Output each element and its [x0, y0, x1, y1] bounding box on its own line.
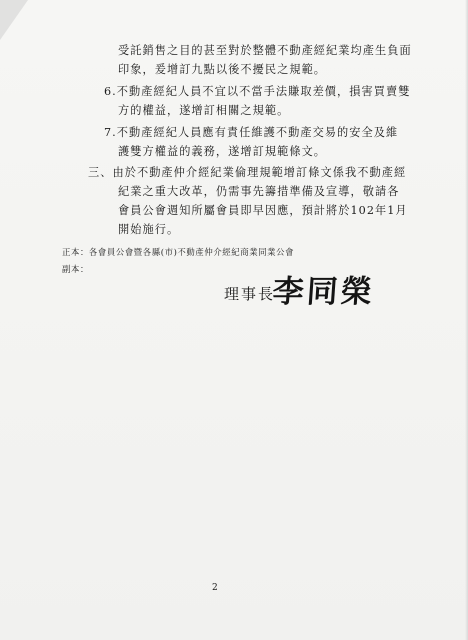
page-number: 2 — [212, 583, 218, 593]
body-line-7: 三、由於不動產仲介經紀業倫理規範增訂條文係我不動產經 — [88, 166, 407, 179]
body-line-5: 7.不動產經紀人員應有責任維護不動產交易的安全及維 — [104, 126, 399, 139]
body-line-10: 開始施行。 — [118, 223, 180, 236]
body-line-4: 方的權益，遂增訂相關之規範。 — [118, 104, 290, 117]
cc-copy-recipients: 副本： — [62, 264, 89, 274]
body-line-9: 會員公會週知所屬會員即早因應，預計將於102年1月 — [118, 204, 408, 217]
body-line-1: 受託銷售之目的甚至對於整體不動產經紀業均產生負面 — [118, 44, 412, 57]
folded-corner — [0, 0, 28, 40]
body-line-6: 護雙方權益的義務，遂增訂規範條文。 — [118, 145, 327, 158]
body-line-2: 印象，爰增訂九點以後不擾民之規範。 — [118, 63, 327, 76]
cc-primary-recipients: 正本：各會員公會暨各縣(市)不動產仲介經紀商業同業公會 — [62, 247, 295, 257]
signature-name: 李同榮 — [271, 274, 377, 310]
body-line-3: 6.不動產經紀人員不宜以不當手法賺取差價，損害買賣雙 — [104, 85, 411, 98]
signature-title: 理事長 — [224, 285, 276, 303]
body-line-8: 紀業之重大改革，仍需事先籌措準備及宣導，敬請各 — [118, 185, 400, 198]
